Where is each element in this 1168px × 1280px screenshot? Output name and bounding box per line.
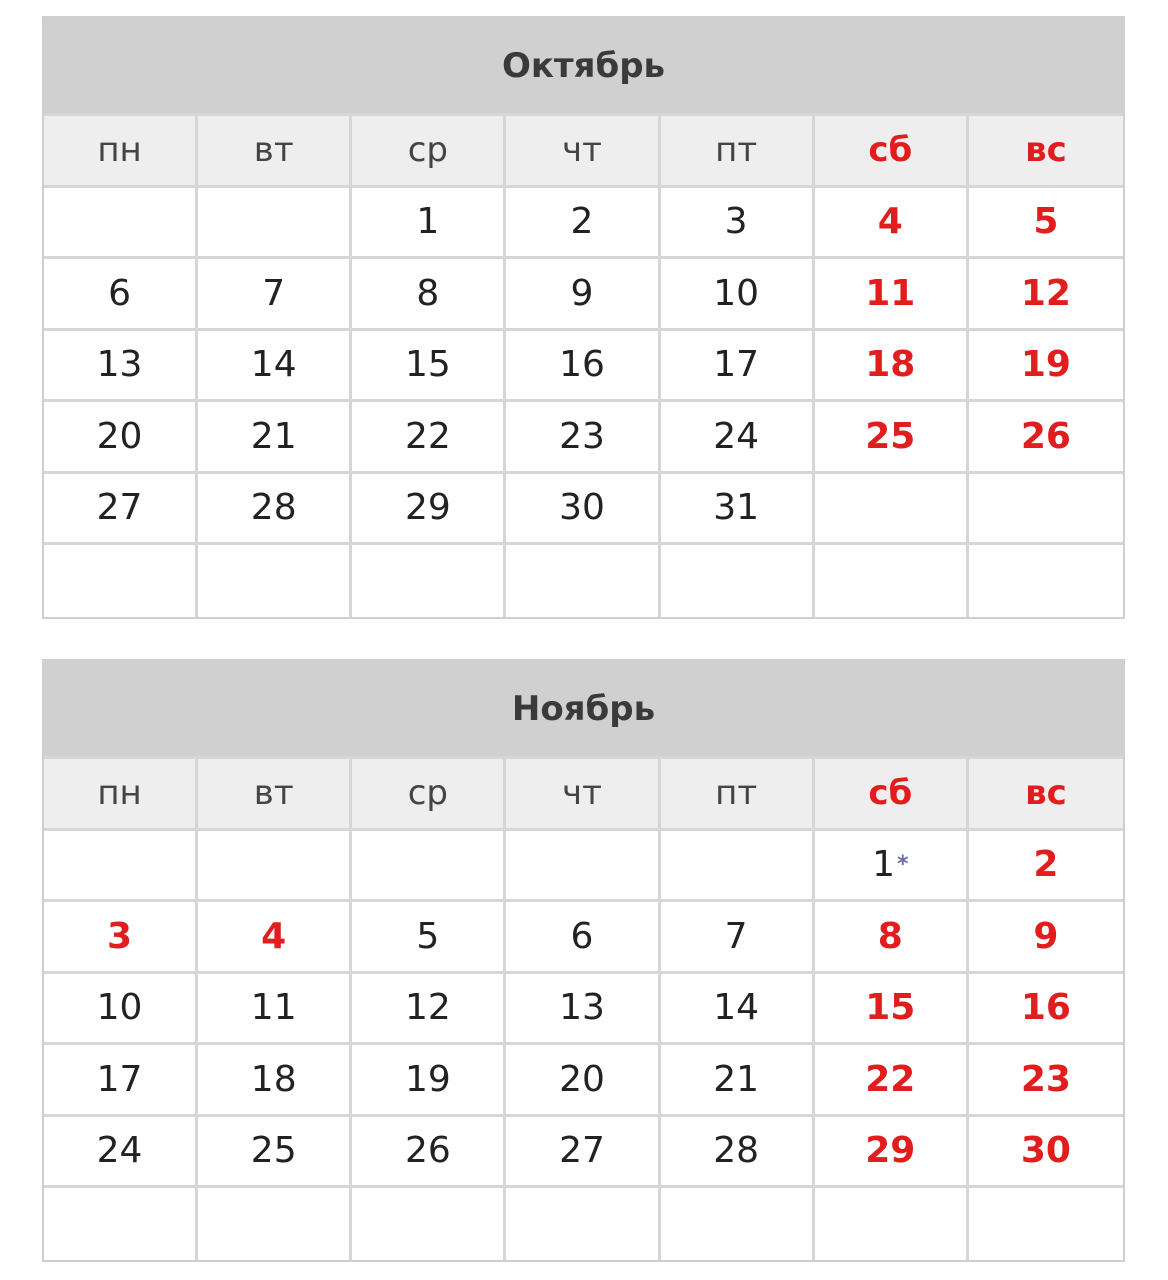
day-cell xyxy=(969,259,1123,331)
empty-cell xyxy=(352,1188,506,1260)
day-number: 13 xyxy=(559,987,605,1029)
day-number: 30 xyxy=(559,487,605,529)
day-number: 15 xyxy=(865,987,916,1029)
day-number: 10 xyxy=(713,272,760,314)
day-number: 24 xyxy=(713,415,760,457)
day-number: 6 xyxy=(108,272,132,314)
week-row xyxy=(44,831,1123,903)
weekday-label: сб xyxy=(815,116,969,188)
day-cell xyxy=(352,974,506,1046)
day-number: 8 xyxy=(877,915,903,957)
day-cell xyxy=(198,331,352,403)
empty-cell xyxy=(969,545,1123,617)
weekday-label: сб xyxy=(815,759,969,831)
empty-cell xyxy=(815,545,969,617)
day-cell xyxy=(198,402,352,474)
day-cell xyxy=(506,402,660,474)
day-number: 19 xyxy=(404,1058,451,1100)
day-number: 29 xyxy=(865,1130,916,1172)
day-number: 20 xyxy=(96,415,143,457)
weekday-label: ср xyxy=(352,759,506,831)
day-cell xyxy=(815,1117,969,1189)
empty-cell xyxy=(815,1188,969,1260)
day-cell xyxy=(506,1117,660,1189)
weekday-header xyxy=(44,116,1123,188)
empty-cell xyxy=(44,188,198,260)
day-cell xyxy=(352,259,506,331)
day-number: 11 xyxy=(250,987,297,1029)
week-row xyxy=(44,902,1123,974)
day-cell xyxy=(352,331,506,403)
day-cell xyxy=(815,831,969,903)
day-cell xyxy=(661,1117,815,1189)
empty-cell xyxy=(198,188,352,260)
day-cell xyxy=(661,402,815,474)
day-number: 16 xyxy=(559,344,605,386)
day-cell xyxy=(44,259,198,331)
weekday-label: пн xyxy=(44,116,198,188)
day-number: 14 xyxy=(713,987,760,1029)
empty-cell xyxy=(44,831,198,903)
weekday-header xyxy=(44,759,1123,831)
day-cell xyxy=(661,188,815,260)
day-number: 30 xyxy=(1020,1130,1071,1172)
day-cell xyxy=(815,402,969,474)
day-cell xyxy=(44,474,198,546)
day-cell xyxy=(969,831,1123,903)
week-row xyxy=(44,331,1123,403)
week-row xyxy=(44,474,1123,546)
week-row xyxy=(44,259,1123,331)
week-row xyxy=(44,974,1123,1046)
day-number: 7 xyxy=(262,272,286,314)
empty-cell xyxy=(506,1188,660,1260)
day-cell xyxy=(198,1117,352,1189)
day-cell xyxy=(506,1045,660,1117)
day-cell xyxy=(815,974,969,1046)
day-number: 28 xyxy=(250,487,297,529)
day-cell xyxy=(44,1117,198,1189)
day-number: 14 xyxy=(250,344,297,386)
day-cell xyxy=(44,1045,198,1117)
empty-cell xyxy=(352,545,506,617)
day-number: 25 xyxy=(865,415,916,457)
day-cell xyxy=(506,259,660,331)
day-cell xyxy=(506,188,660,260)
day-cell xyxy=(198,1045,352,1117)
day-cell xyxy=(815,188,969,260)
weekday-label: вс xyxy=(969,116,1123,188)
day-cell xyxy=(352,402,506,474)
day-cell xyxy=(969,1117,1123,1189)
day-cell xyxy=(815,259,969,331)
day-cell xyxy=(661,1045,815,1117)
empty-cell xyxy=(969,474,1123,546)
weekday-label: пн xyxy=(44,759,198,831)
footnote-marker: * xyxy=(896,852,909,878)
empty-cell xyxy=(44,545,198,617)
day-cell xyxy=(506,331,660,403)
day-cell xyxy=(661,259,815,331)
day-number: 27 xyxy=(96,487,143,529)
empty-cell xyxy=(506,545,660,617)
day-number: 21 xyxy=(713,1058,760,1100)
day-number: 25 xyxy=(250,1130,297,1172)
week-row xyxy=(44,1117,1123,1189)
week-row xyxy=(44,545,1123,617)
weekday-label: вт xyxy=(198,759,352,831)
day-number: 22 xyxy=(404,415,451,457)
day-cell xyxy=(198,974,352,1046)
day-cell xyxy=(815,902,969,974)
day-number: 1 xyxy=(416,201,440,243)
week-row xyxy=(44,402,1123,474)
day-number: 11 xyxy=(865,272,916,314)
day-cell xyxy=(661,902,815,974)
weekday-label: чт xyxy=(506,759,660,831)
day-number: 13 xyxy=(96,344,143,386)
day-cell xyxy=(198,474,352,546)
day-number: 7 xyxy=(724,915,748,957)
day-cell xyxy=(506,902,660,974)
weekday-label: вт xyxy=(198,116,352,188)
day-number: 18 xyxy=(865,344,916,386)
day-number: 9 xyxy=(1033,915,1059,957)
day-number: 10 xyxy=(96,987,143,1029)
weekday-label: вс xyxy=(969,759,1123,831)
day-cell xyxy=(352,1117,506,1189)
day-cell xyxy=(815,331,969,403)
empty-cell xyxy=(815,474,969,546)
day-number: 6 xyxy=(570,915,594,957)
day-cell xyxy=(352,188,506,260)
empty-cell xyxy=(661,1188,815,1260)
empty-cell xyxy=(661,545,815,617)
day-number: 17 xyxy=(713,344,760,386)
day-number: 21 xyxy=(250,415,297,457)
day-cell xyxy=(661,474,815,546)
day-cell xyxy=(815,1045,969,1117)
calendar-body xyxy=(44,831,1123,1260)
day-number: 27 xyxy=(559,1130,605,1172)
calendar-november xyxy=(42,659,1125,1262)
month-title: Ноябрь xyxy=(44,661,1123,759)
day-number: 2 xyxy=(570,201,594,243)
day-cell xyxy=(44,331,198,403)
day-number: 3 xyxy=(724,201,748,243)
day-number: 5 xyxy=(416,915,440,957)
day-number: 20 xyxy=(559,1058,605,1100)
day-number: 9 xyxy=(570,272,594,314)
day-cell xyxy=(969,402,1123,474)
empty-cell xyxy=(661,831,815,903)
day-number: 28 xyxy=(713,1130,760,1172)
day-number: 23 xyxy=(1020,1058,1071,1100)
day-number: 1 xyxy=(872,844,895,886)
day-number: 3 xyxy=(107,915,133,957)
day-number: 16 xyxy=(1020,987,1071,1029)
month-title: Октябрь xyxy=(44,18,1123,116)
day-cell xyxy=(198,902,352,974)
weekday-label: пт xyxy=(661,116,815,188)
week-row xyxy=(44,1045,1123,1117)
day-cell xyxy=(969,1045,1123,1117)
day-cell xyxy=(352,474,506,546)
day-cell xyxy=(661,331,815,403)
empty-cell xyxy=(506,831,660,903)
day-number: 17 xyxy=(96,1058,143,1100)
day-number: 12 xyxy=(1020,272,1071,314)
day-cell xyxy=(352,902,506,974)
empty-cell xyxy=(352,831,506,903)
day-number: 24 xyxy=(96,1130,143,1172)
day-cell xyxy=(44,974,198,1046)
day-cell xyxy=(198,259,352,331)
day-cell xyxy=(506,974,660,1046)
day-number: 29 xyxy=(404,487,451,529)
day-cell xyxy=(44,402,198,474)
day-cell xyxy=(352,1045,506,1117)
day-number: 26 xyxy=(1020,415,1071,457)
day-number: 15 xyxy=(404,344,451,386)
week-row xyxy=(44,1188,1123,1260)
day-number: 26 xyxy=(404,1130,451,1172)
empty-cell xyxy=(198,1188,352,1260)
weekday-label: чт xyxy=(506,116,660,188)
day-cell xyxy=(969,974,1123,1046)
week-row xyxy=(44,188,1123,260)
empty-cell xyxy=(198,545,352,617)
day-cell xyxy=(969,188,1123,260)
empty-cell xyxy=(969,1188,1123,1260)
day-number: 31 xyxy=(713,487,760,529)
day-number: 8 xyxy=(416,272,440,314)
calendar-october xyxy=(42,16,1125,619)
day-number: 12 xyxy=(404,987,451,1029)
empty-cell xyxy=(44,1188,198,1260)
weekday-label: ср xyxy=(352,116,506,188)
day-number: 19 xyxy=(1020,344,1071,386)
day-number: 4 xyxy=(261,915,287,957)
day-cell xyxy=(661,974,815,1046)
calendar-body xyxy=(44,188,1123,617)
day-cell xyxy=(44,902,198,974)
day-number: 22 xyxy=(865,1058,916,1100)
day-number: 23 xyxy=(559,415,605,457)
empty-cell xyxy=(198,831,352,903)
day-cell xyxy=(969,331,1123,403)
day-number: 2 xyxy=(1033,844,1059,886)
day-number: 5 xyxy=(1033,201,1059,243)
day-cell xyxy=(506,474,660,546)
day-number: 18 xyxy=(250,1058,297,1100)
day-number: 4 xyxy=(877,201,903,243)
day-cell xyxy=(969,902,1123,974)
weekday-label: пт xyxy=(661,759,815,831)
